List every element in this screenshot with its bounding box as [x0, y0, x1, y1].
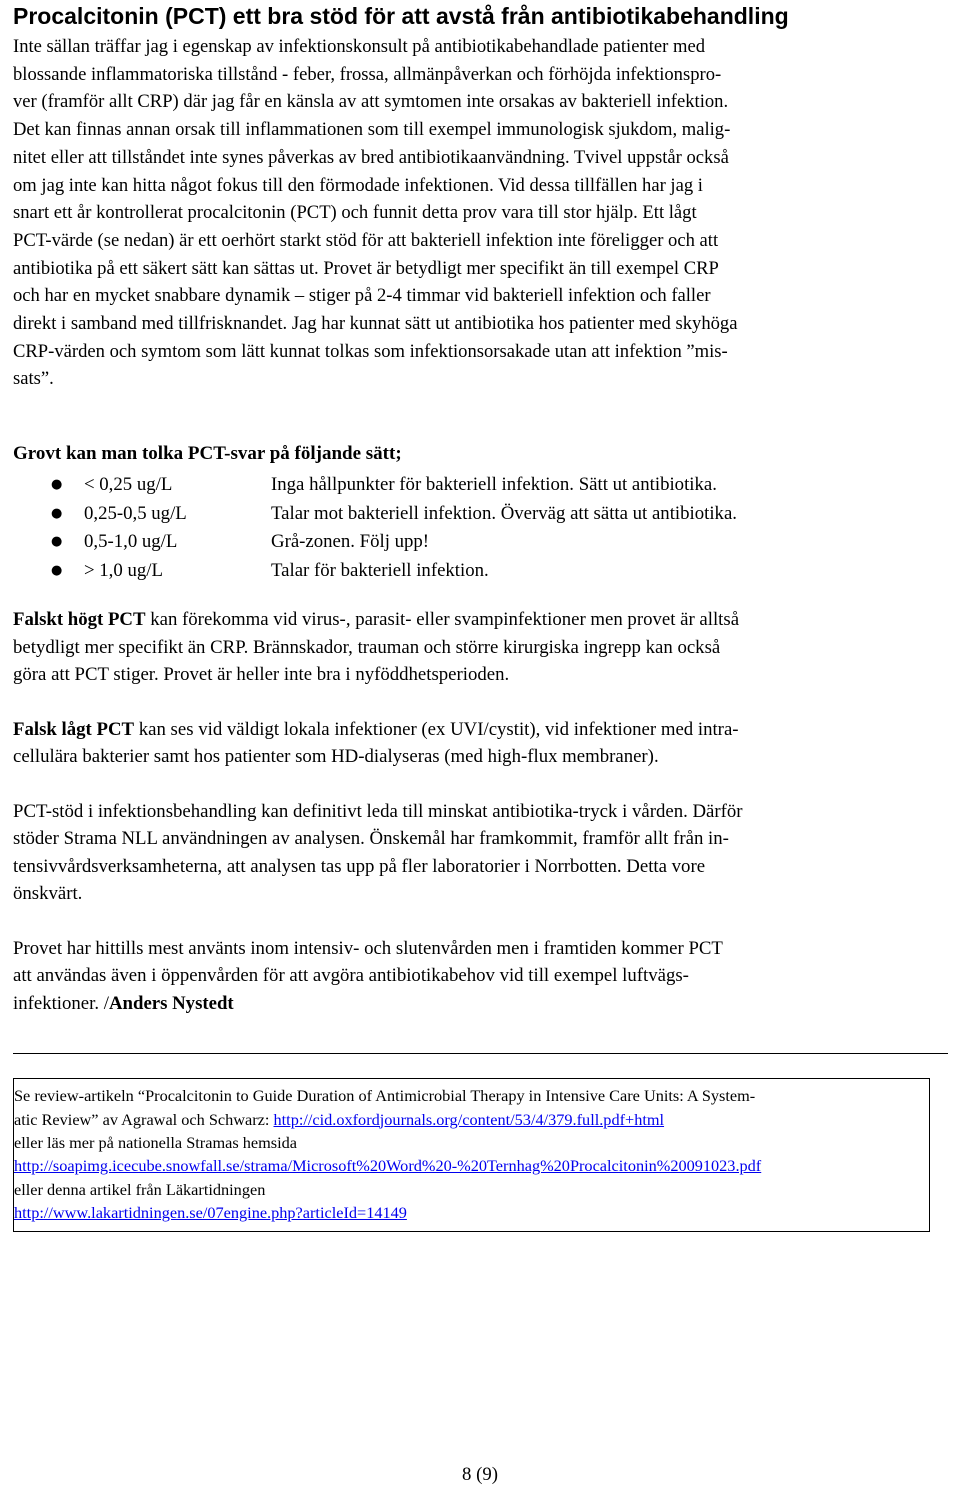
para-line: cellulära bakterier samt hos patienter som HD-dialyseras (med high-flux membraner). — [13, 746, 659, 768]
false-high-label: Falskt högt PCT — [13, 609, 146, 631]
strama-link[interactable]: http://soapimg.icecube.snowfall.se/strama/Microsoft%20Word%20-%20Ternhag%20Procalcitonin%20091023.pdf — [14, 1156, 762, 1176]
intro-line: direkt i samband med tillfrisknandet. Jag har kunnat sätt ut antibiotika hos patienter med skyhöga — [13, 313, 738, 335]
para-line — [13, 606, 948, 634]
bullet-icon: ● — [51, 477, 63, 493]
intro-paragraph — [13, 33, 948, 393]
pct-interpretation-list — [13, 471, 948, 585]
false-high-paragraph — [13, 606, 948, 689]
reference-line: Se review-artikeln “Procalcitonin to Guide Duration of Antimicrobial Therapy in Intensive Care Units: A System- — [14, 1086, 756, 1106]
para-line: önskvärt. — [13, 883, 83, 905]
para-line: betydligt mer specifikt än CRP. Brännskador, trauman och större kirurgiska ingrepp kan också — [13, 636, 721, 658]
future-paragraph — [13, 935, 948, 1018]
false-low-paragraph — [13, 716, 948, 771]
interpretation-heading: Grovt kan man tolka PCT-svar på följande sätt; — [13, 443, 402, 465]
bullet-icon: ● — [51, 534, 63, 550]
section-divider — [13, 1053, 948, 1054]
para-line: stöder Strama NLL användningen av analysen. Önskemål har framkommit, framför allt från in- — [13, 828, 729, 850]
pct-range: > 1,0 ug/L — [84, 559, 163, 581]
reference-line — [14, 1108, 929, 1131]
intro-line: sats”. — [13, 368, 54, 390]
intro-line: Det kan finnas annan orsak till inflammationen som till exempel immunologisk sjukdom, malig- — [13, 119, 731, 141]
intro-line: nitet eller att tillståndet inte synes påverkas av bred antibiotikaanvändning. Tvivel uppstår också — [13, 146, 729, 168]
lakartidningen-link[interactable]: http://www.lakartidningen.se/07engine.php?articleId=14149 — [14, 1203, 407, 1223]
false-high-text: kan förekomma vid virus-, parasit- eller svampinfektioner men provet är alltså — [145, 609, 740, 631]
intro-line: snart ett år kontrollerat procalcitonin (PCT) och funnit detta prov vara till stor hjälp. Ett lågt — [13, 202, 697, 224]
intro-line: blossande inflammatoriska tillstånd - feber, frossa, allmänpåverkan och förhöjda infektionspro- — [13, 63, 722, 85]
reference-line: eller denna artikel från Läkartidningen — [14, 1179, 266, 1199]
para-line — [13, 990, 948, 1018]
false-low-label: Falsk lågt PCT — [13, 718, 135, 740]
author-name: Anders Nystedt — [108, 992, 234, 1014]
intro-line: PCT-värde (se nedan) är ett oerhört starkt stöd för att bakteriell infektion inte föreligger och att — [13, 229, 719, 251]
reference-line: eller läs mer på nationella Stramas hemsida — [14, 1132, 298, 1152]
page-number: 8 (9) — [462, 1464, 498, 1485]
pct-range: < 0,25 ug/L — [84, 474, 173, 496]
support-paragraph — [13, 798, 948, 908]
references-box — [13, 1078, 930, 1231]
para-line: PCT-stöd i infektionsbehandling kan definitivt leda till minskat antibiotika-tryck i vården. Därför — [13, 800, 743, 822]
para-line — [13, 716, 948, 744]
intro-line: och har en mycket snabbare dynamik – stiger på 2-4 timmar vid bakteriell infektion och faller — [13, 285, 711, 307]
intro-line: ver (framför allt CRP) där jag får en känsla av att symtomen inte orsakas av bakteriell infektion. — [13, 91, 729, 113]
intro-line: om jag inte kan hitta något fokus till den förmodade infektionen. Vid dessa tillfällen har jag i — [13, 174, 703, 196]
pct-interpretation: Inga hållpunkter för bakteriell infektion. Sätt ut antibiotika. — [271, 474, 717, 496]
pct-range: 0,25-0,5 ug/L — [84, 502, 187, 524]
para-line: göra att PCT stiger. Provet är heller inte bra i nyföddhetsperioden. — [13, 664, 510, 686]
pct-interpretation: Grå-zonen. Följ upp! — [271, 531, 430, 553]
reference-line — [14, 1154, 929, 1177]
pct-interpretation: Talar mot bakteriell infektion. Överväg att sätta ut antibiotika. — [271, 502, 737, 524]
reference-line — [14, 1201, 929, 1224]
pct-range: 0,5-1,0 ug/L — [84, 531, 178, 553]
intro-line: CRP-värden och symtom som lätt kunnat tolkas som infektionsorsakade utan att infektion ”mis- — [13, 340, 728, 362]
page-title: Procalcitonin (PCT) ett bra stöd för att avstå från antibiotikabehandling — [13, 3, 789, 29]
list-item — [13, 500, 948, 529]
intro-line: antibiotika på ett säkert sätt kan sättas ut. Provet är betydligt mer specifikt än till exempel CRP — [13, 257, 719, 279]
intro-line: Inte sällan träffar jag i egenskap av infektionskonsult på antibiotikabehandlade patienter med — [13, 36, 706, 57]
list-item — [13, 557, 948, 586]
pct-interpretation: Talar för bakteriell infektion. — [271, 559, 489, 581]
document-page — [13, 0, 948, 1232]
list-item — [13, 471, 948, 500]
para-line: Provet har hittills mest använts inom intensiv- och slutenvården men i framtiden kommer PCT — [13, 937, 723, 959]
para-line: att användas även i öppenvården för att avgöra antibiotikabehov vid till exempel luftvägs- — [13, 965, 689, 987]
bullet-icon: ● — [51, 505, 63, 521]
false-low-text: kan ses vid väldigt lokala infektioner (ex UVI/cystit), vid infektioner med intra- — [134, 718, 739, 740]
reference-text: atic Review” av Agrawal och Schwarz: — [14, 1109, 274, 1129]
review-article-link[interactable]: http://cid.oxfordjournals.org/content/53/4/379.full.pdf+html — [273, 1109, 665, 1129]
list-item — [13, 528, 948, 557]
para-line: tensivvårdsverksamheterna, att analysen tas upp på fler laboratorier i Norrbotten. Detta vore — [13, 855, 706, 877]
bullet-icon: ● — [51, 562, 63, 578]
future-text: infektioner. / — [13, 992, 109, 1014]
